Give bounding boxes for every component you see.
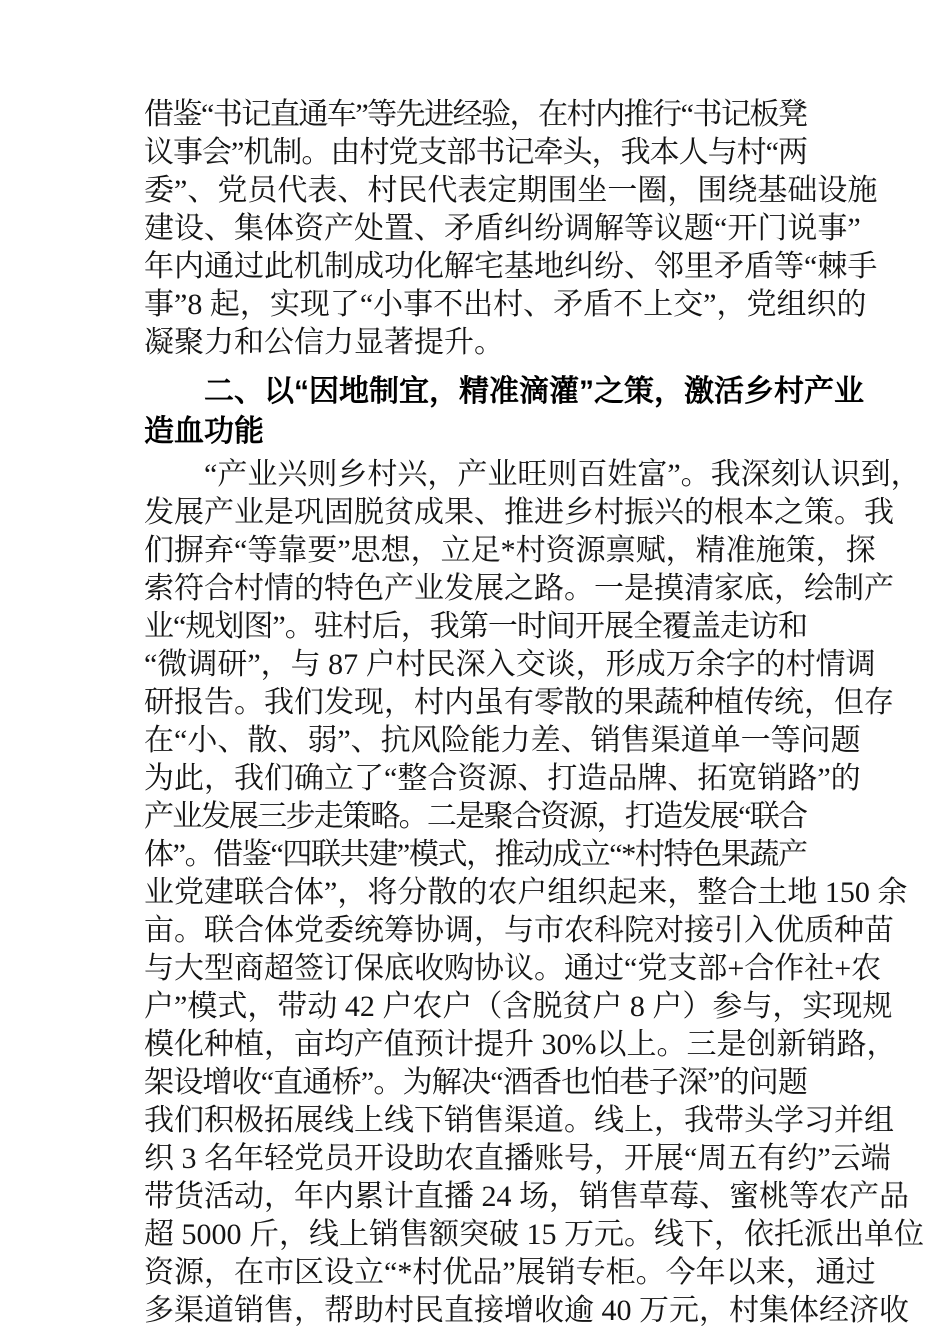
text-line: 资源，在市区设立“*村优品”展销专柜。今年以来，通过 — [144, 1256, 876, 1289]
heading-line: 造血功能 — [144, 415, 264, 448]
text-line: 亩。联合体党委统筹协调，与市农科院对接引入优质种苗 — [144, 914, 894, 947]
text-line: 建设、集体资产处置、矛盾纠纷调解等议题“开门说事” — [144, 212, 861, 245]
paragraph-body — [144, 456, 924, 1330]
text-line: 织 3 名年轻党员开设助农直播账号，开展“周五有约”云端 — [144, 1142, 891, 1175]
text-line: 体”。借鉴“四联共建”模式，推动成立“*村特色果蔬产 — [144, 838, 807, 871]
section-heading — [144, 372, 864, 452]
text-line: 产业发展三步走策略。二是聚合资源，打造发展“联合 — [144, 800, 807, 833]
text-line: 业党建联合体”，将分散的农户组织起来，整合土地 150 余 — [144, 876, 908, 909]
text-line: 年内通过此机制成功化解宅基地纠纷、邻里矛盾等“棘手 — [144, 250, 878, 283]
paragraph-continuation — [144, 96, 878, 362]
text-line: 研报告。我们发现，村内虽有零散的果蔬种植传统，但存 — [144, 686, 894, 719]
document-content — [144, 96, 924, 1330]
text-line: 业“规划图”。驻村后，我第一时间开展全覆盖走访和 — [144, 610, 808, 643]
text-line: 事”8 起，实现了“小事不出村、矛盾不上交”，党组织的 — [144, 288, 867, 321]
text-line: 为此，我们确立了“整合资源、打造品牌、拓宽销路”的 — [144, 762, 861, 795]
text-line: 索符合村情的特色产业发展之路。一是摸清家底，绘制产 — [144, 572, 894, 605]
text-line: 带货活动，年内累计直播 24 场，销售草莓、蜜桃等农产品 — [144, 1180, 909, 1213]
text-line: 户”模式，带动 42 户农户（含脱贫户 8 户）参与，实现规 — [144, 990, 893, 1023]
text-line: 我们积极拓展线上线下销售渠道。线上，我带头学习并组 — [144, 1104, 894, 1137]
text-line: 委”、党员代表、村民代表定期围坐一圈，围绕基础设施 — [144, 174, 878, 207]
text-line: 多渠道销售，帮助村民直接增收逾 40 万元，村集体经济收 — [144, 1294, 909, 1327]
text-line: “产业兴则乡村兴，产业旺则百姓富”。我深刻认识到， — [204, 458, 921, 491]
text-line: 超 5000 斤，线上销售额突破 15 万元。线下，依托派出单位 — [144, 1218, 924, 1251]
text-line: 借鉴“书记直通车”等先进经验，在村内推行“书记板凳 — [144, 98, 807, 131]
text-line: 们摒弃“等靠要”思想，立足*村资源禀赋，精准施策，探 — [144, 534, 876, 567]
text-line: 发展产业是巩固脱贫成果、推进乡村振兴的根本之策。我 — [144, 496, 894, 529]
text-line: 与大型商超签订保底收购协议。通过“党支部+合作社+农 — [144, 952, 882, 985]
text-line: 议事会”机制。由村党支部书记牵头，我本人与村“两 — [144, 136, 808, 169]
text-line: 模化种植，亩均产值预计提升 30%以上。三是创新销路， — [144, 1028, 897, 1061]
text-line: 架设增收“直通桥”。为解决“酒香也怕巷子深”的问题 — [144, 1066, 808, 1099]
text-line: “微调研”，与 87 户村民深入交谈，形成万余字的村情调 — [144, 648, 876, 681]
text-line: 在“小、散、弱”、抗风险能力差、销售渠道单一等问题 — [144, 724, 861, 757]
heading-line: 二、以“因地制宜，精准滴灌”之策，激活乡村产业 — [204, 375, 864, 408]
text-line: 凝聚力和公信力显著提升。 — [144, 326, 504, 359]
